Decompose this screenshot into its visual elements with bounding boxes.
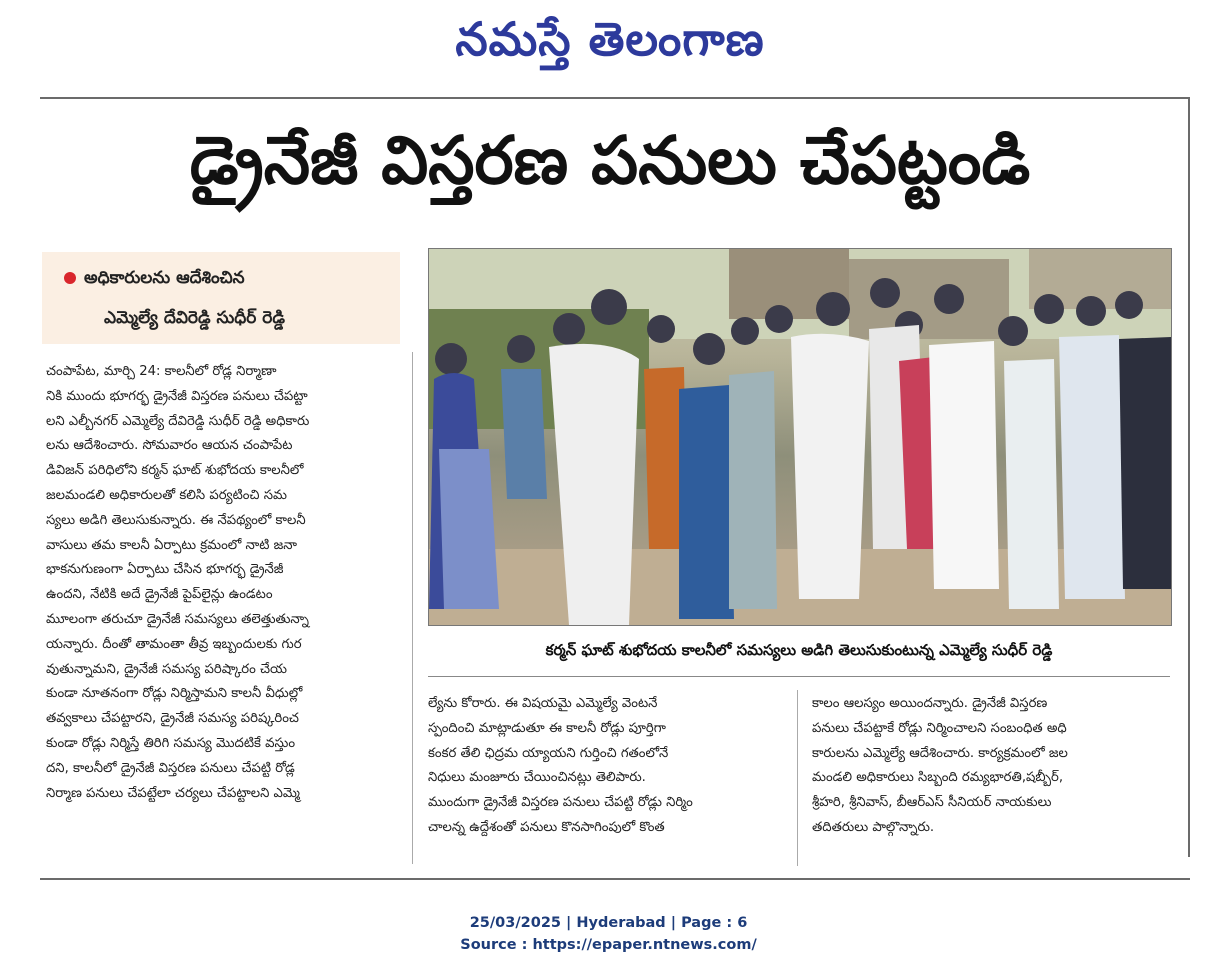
photo-caption: కర్మన్ ఘాట్ శుభోదయ కాలనీలో సమస్యలు అడిగి తెలుసుకుంటున్న ఎమ్మెల్యే సుధీర్ రెడ్డి bbox=[545, 641, 1053, 659]
text-line: లను ఆదేశించారు. సోమవారం ఆయన చంపాపేట bbox=[46, 438, 293, 454]
red-bullet-icon bbox=[64, 272, 76, 284]
footer-source-line: Source : https://epaper.ntnews.com/ bbox=[460, 937, 757, 953]
text-line: తవ్వకాలు చేపట్టారని, డ్రైనేజీ సమస్య పరిష్కరించ bbox=[46, 711, 299, 727]
page-footer bbox=[0, 912, 1217, 962]
top-divider bbox=[40, 97, 1190, 99]
text-line: మండలి అధికారులు సిబ్బంది రమ్యభారతి,షబ్బీర్, bbox=[812, 770, 1064, 786]
text-line: డివిజన్ పరిధిలోని కర్మన్ ఘాట్ శుభోదయ కాలనీలో bbox=[46, 463, 304, 479]
text-line: దని, కాలనీలో డ్రైనేజీ విస్తరణ పనులు చేపట్టి రోడ్ల bbox=[46, 760, 295, 776]
text-line: పనులు చేపట్టాకే రోడ్లు నిర్మించాలని సంబంధిత అధి bbox=[812, 720, 1067, 736]
text-line: యన్నారు. దీంతో తామంతా తీవ్ర ఇబ్బందులకు గుర bbox=[46, 636, 302, 652]
subheadline-line-1 bbox=[64, 262, 394, 294]
text-line: మూలంగా తరుచూ డ్రైనేజీ సమస్యలు తలెత్తుతున్నా bbox=[46, 611, 309, 627]
right-divider bbox=[1188, 97, 1190, 857]
text-line: కారులను ఎమ్మెల్యే ఆదేశించారు. కార్యక్రమంలో జల bbox=[812, 745, 1068, 761]
text-line: నికి ముందు భూగర్భ డ్రైనేజీ విస్తరణ పనులు చేపట్టా bbox=[46, 388, 308, 404]
text-line: నిర్మాణ పనులు చేపట్టేలా చర్యలు చేపట్టాలని ఎమ్మె bbox=[46, 785, 300, 801]
text-line: లని ఎల్బీనగర్ ఎమ్మెల్యే దేవిరెడ్డి సుధీర్ రెడ్డి అధికారు bbox=[46, 413, 310, 429]
text-line: చంపాపేట, మార్చి 24: కాలనీలో రోడ్ల నిర్మాణా bbox=[46, 364, 277, 379]
subheadline-line-2: ఎమ్మెల్యే దేవిరెడ్డి సుధీర్ రెడ్డి bbox=[104, 308, 285, 328]
column-divider-2 bbox=[797, 690, 798, 866]
caption-divider bbox=[428, 676, 1170, 677]
article-headline: డ్రైనేజీ విస్తరణ పనులు చేపట్టండి bbox=[189, 122, 1031, 199]
subheadline-text-1: అధికారులను ఆదేశించిన bbox=[84, 268, 245, 288]
column-divider-1 bbox=[412, 352, 413, 864]
newspaper-masthead: నమస్తే తెలంగాణ bbox=[455, 12, 765, 66]
text-line: కుండా నూతనంగా రోడ్లు నిర్మిస్తామని కాలనీ వీధుల్లో bbox=[46, 686, 303, 702]
text-line: నిధులు మంజూరు చేయించినట్లు తెలిపారు. bbox=[428, 770, 646, 786]
text-line: కుండా రోడ్లు నిర్మిస్తే తిరిగి సమస్య మొదటికే వస్తుం bbox=[46, 735, 296, 751]
text-line: ముందుగా డ్రైనేజీ విస్తరణ పనులు చేపట్టి రోడ్లు నిర్మిం bbox=[428, 795, 693, 811]
footer-date-line: 25/03/2025 | Hyderabad | Page : 6 bbox=[469, 915, 748, 931]
text-line: జలమండలి అధికారులతో కలిసి పర్యటించి సమ bbox=[46, 487, 287, 503]
article-column-1 bbox=[46, 360, 398, 870]
text-line: వాసులు తమ కాలనీ ఏర్పాటు క్రమంలో నాటి జనా bbox=[46, 537, 297, 553]
text-line: చాలన్న ఉద్దేశంతో పనులు కొనసాగింపులో కొంత bbox=[428, 819, 665, 835]
group-photo-illustration bbox=[429, 249, 1171, 625]
article-column-3 bbox=[812, 692, 1182, 867]
text-line: భాకనుగుణంగా ఏర్పాటు చేసిన భూగర్భ డ్రైనేజీ bbox=[46, 562, 284, 578]
text-line: ఉందని, నేటికి అదే డ్రైనేజీ పైప్‌లైన్లు ఉండటం bbox=[46, 587, 273, 603]
text-line: స్యలు అడిగి తెలుసుకున్నారు. ఈ నేపథ్యంలో కాలనీ bbox=[46, 512, 306, 528]
text-line: వుతున్నామని, డ్రైనేజీ సమస్య పరిష్కారం చేయ bbox=[46, 661, 287, 677]
text-line: కాలం ఆలస్యం అయిందన్నారు. డ్రైనేజీ విస్తరణ bbox=[812, 696, 1048, 711]
text-line: తదితరులు పాల్గొన్నారు. bbox=[812, 819, 935, 835]
text-line: శ్రీహరి, శ్రీనివాస్, బీఆర్ఎస్ సీనియర్ నాయకులు bbox=[812, 795, 1052, 811]
bottom-divider bbox=[40, 878, 1190, 880]
text-line: స్పందించి మాట్లాడుతూ ఈ కాలనీ రోడ్లు పూర్తిగా bbox=[428, 720, 666, 736]
text-line: ల్యేను కోరారు. ఈ విషయమై ఎమ్మెల్యే వెంటనే bbox=[428, 696, 658, 711]
text-line: కంకర తేలి ఛిద్రమ య్యాయని గుర్తించి గతంలోనే bbox=[428, 745, 669, 761]
article-column-2 bbox=[428, 692, 782, 867]
news-photo bbox=[428, 248, 1172, 626]
